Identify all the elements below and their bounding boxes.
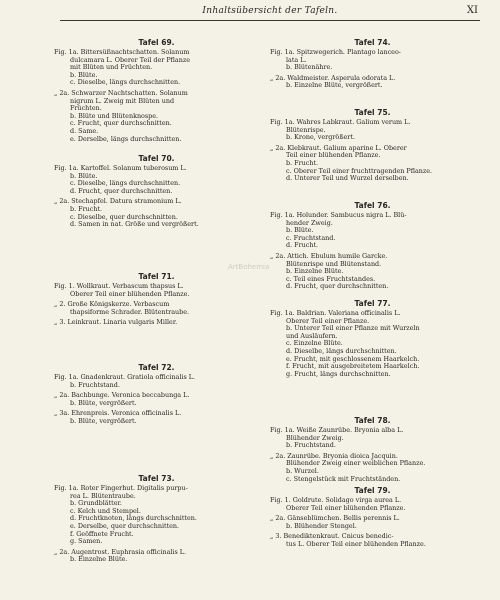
entry-line: b. Blühender Stengel. <box>286 522 357 530</box>
entry-line: Blühender Zweig. <box>286 434 344 442</box>
plate-title: Tafel 76. <box>354 201 391 210</box>
entry-line: c. Dieselbe, quer durchschnitten. <box>70 213 178 221</box>
entry-line: „ 3. Leinkraut. Linaria vulgaris Miller. <box>54 319 178 327</box>
entry-line: Fig. 1a. Kartoffel. Solanum tuberosum L. <box>54 165 187 172</box>
entry-line: „ 3. Benediktenkraut. Cnicus benedic- <box>270 533 394 541</box>
entry-line: b. Einzelne Blüte, vergrößert. <box>286 82 383 90</box>
entry-line: Oberer Teil einer blühenden Pflanze. <box>286 504 406 512</box>
entry-line: c. Dieselbe, längs durchschnitten. <box>70 79 181 87</box>
entry-line: d. Frucht, quer durchschnitten. <box>286 283 389 291</box>
entry-line: b. Blüte. <box>70 71 98 79</box>
entry-line: mit Blüten und Früchten. <box>70 64 153 72</box>
entry-line: b. Fruchtstand. <box>70 381 120 389</box>
entry-line: b. Blüte. <box>70 172 98 180</box>
entry-line: „ 2a. Attich. Ebulum humile Garcke. <box>270 252 388 260</box>
entry-line: Oberer Teil einer blühenden Pflanze. <box>70 290 190 298</box>
entry-line: b. Fruchtstand. <box>286 442 336 450</box>
entry-line: „ 2a. Stechapfel. Datura stramonium L. <box>54 198 182 206</box>
entry-line: g. Frucht, längs durchschnitten. <box>286 370 391 378</box>
plate-71 <box>54 272 259 327</box>
plate-74 <box>270 38 475 90</box>
entry-line: „ 2. Große Königskerze. Verbascum <box>54 301 170 309</box>
entry-line: b. Frucht. <box>70 205 103 213</box>
entry-line: rea L. Blütentraube. <box>70 492 136 500</box>
entry-line: Fig. 1a. Gnadenkraut. Gratiola officinalis L. <box>54 374 196 381</box>
entry-line: b. Einzelne Blüte. <box>70 556 128 564</box>
entry-line: Fig. 1a. Holunder. Sambucus nigra L. Blü- <box>270 212 407 219</box>
entry-line: c. Fruchtstand. <box>286 234 336 242</box>
entry-line: d. Samen in nat. Größe und vergrößert. <box>70 221 199 229</box>
plate-75 <box>270 108 475 183</box>
plate-77 <box>270 299 475 378</box>
entry-line: f. Geöffnete Frucht. <box>70 530 134 538</box>
entry-line: b. Blütenähre. <box>286 64 333 72</box>
entry-line: b. Blüte, vergrößert. <box>70 417 137 425</box>
entry-line: b. Blüte. <box>286 227 314 235</box>
running-title: Inhaltsübersicht der Tafeln. <box>202 6 338 16</box>
entry-line: „ 2a. Zaunrübe. Bryonia dioica Jacquin. <box>270 452 398 460</box>
entry-line: d. Fruchtknoten, längs durchschnitten. <box>70 515 197 523</box>
entry-line: b. Unterer Teil einer Pflanze mit Wurzeln <box>286 325 420 333</box>
entry-line: c. Frucht, quer durchschnitten. <box>70 120 172 128</box>
entry-line: d. Unterer Teil und Wurzel derselben. <box>286 175 409 183</box>
entry-line: nigrum L. Zweig mit Blüten und <box>70 97 175 105</box>
entry-line: d. Frucht, quer durchschnitten. <box>70 187 173 195</box>
plate-79 <box>270 486 475 549</box>
entry-line: tus L. Oberer Teil einer blühenden Pflanze. <box>286 540 426 548</box>
entry-line: „ 2a. Waldmeister. Asperula odorata L. <box>270 74 396 82</box>
plate-title: Tafel 79. <box>354 486 391 495</box>
plate-73 <box>54 474 259 564</box>
entry-line: Fig. 1a. Weiße Zaunrübe. Bryonia alba L. <box>270 427 404 434</box>
plate-title: Tafel 78. <box>354 416 391 425</box>
entry-line: Blütenrispe. <box>286 126 326 134</box>
entry-line: Fig. 1a. Roter Fingerhut. Digitalis purpu- <box>54 485 188 492</box>
entry-line: dulcamara L. Oberer Teil der Pflanze <box>70 56 191 64</box>
plate-title: Tafel 77. <box>354 299 391 308</box>
watermark: ArtBohemia <box>228 263 270 271</box>
plate-69 <box>54 38 259 143</box>
entry-line: b. Grundblätter. <box>70 500 122 508</box>
entry-line: b. Krone, vergrößert. <box>286 134 355 142</box>
entry-line: b. Einzelne Blüte. <box>286 268 344 276</box>
page-number: XI <box>466 5 478 16</box>
plate-title: Tafel 75. <box>354 108 391 117</box>
entry-line: „ 2a. Augentrost. Euphrasia officinalis L. <box>54 548 187 556</box>
entry-line: b. Frucht. <box>286 159 319 167</box>
entry-line: „ 2a. Schwarzer Nachtschatten. Solanum <box>54 89 188 97</box>
entry-line: thapsiforme Schrader. Blütentraube. <box>70 308 190 316</box>
entry-line: c. Oberer Teil einer fruchttragenden Pflanze. <box>286 167 433 175</box>
entry-line: g. Samen. <box>70 538 103 546</box>
plate-title: Tafel 70. <box>138 154 175 163</box>
entry-line: b. Blüte, vergrößert. <box>70 399 137 407</box>
entry-line: Früchten. <box>70 105 102 113</box>
entry-line: Oberer Teil einer Pflanze. <box>286 317 370 325</box>
entry-line: hender Zweig. <box>286 219 333 227</box>
entry-line: c. Kelch und Stempel. <box>70 507 141 515</box>
plate-76 <box>270 201 475 291</box>
entry-line: d. Dieselbe, längs durchschnitten. <box>286 347 397 355</box>
entry-line: c. Dieselbe, längs durchschnitten. <box>70 180 181 188</box>
entry-line: „ 2a. Klebkraut. Galium aparine L. Oberer <box>270 144 407 152</box>
entry-line: und Ausläufern. <box>286 332 338 340</box>
plate-title: Tafel 69. <box>138 38 175 47</box>
entry-line: d. Frucht. <box>286 242 319 250</box>
plate-title: Tafel 71. <box>138 272 175 281</box>
entry-line: „ 3a. Ehrenpreis. Veronica officinalis L. <box>54 410 182 418</box>
plate-70 <box>54 154 259 229</box>
entry-line: „ 2a. Bachbunge. Veronica beccabunga L. <box>54 392 190 400</box>
entry-line: e. Frucht, mit geschlossenem Haarkelch. <box>286 355 420 363</box>
plate-title: Tafel 73. <box>138 474 175 483</box>
entry-line: lata L. <box>286 56 307 64</box>
entry-line: Blütenrispe und Blütenstand. <box>286 260 382 268</box>
entry-line: e. Derselbe, längs durchschnitten. <box>70 135 182 143</box>
entry-line: Teil einer blühenden Pflanze. <box>286 152 381 160</box>
entry-line: b. Wurzel. <box>286 467 319 475</box>
entry-line: c. Stengelstück mit Fruchtständen. <box>286 475 401 483</box>
plate-title: Tafel 72. <box>138 363 175 372</box>
entry-line: Fig. 1a. Spitzwegerich. Plantago lanceo- <box>270 49 401 56</box>
entry-line: b. Blüte und Blütenknospe. <box>70 112 159 120</box>
entry-line: „ 2a. Gänseblümchen. Bellis perennis L. <box>270 515 400 523</box>
plate-78 <box>270 416 475 483</box>
plate-title: Tafel 74. <box>354 38 391 47</box>
entry-line: Fig. 1. Wollkraut. Verbascum thapsus L. <box>54 283 184 290</box>
entry-line: Fig. 1a. Bittersüßnachtschatten. Solanum <box>54 49 190 56</box>
entry-line: e. Derselbe, quer durchschnitten. <box>70 522 180 530</box>
entry-line: Fig. 1a. Wahres Labkraut. Galium verum L. <box>270 119 411 126</box>
entry-line: Fig. 1a. Baldrian. Valeriana officinalis L. <box>270 310 401 317</box>
entry-line: c. Teil eines Fruchtstandes. <box>286 275 376 283</box>
entry-line: Blühender Zweig einer weiblichen Pflanze. <box>286 460 426 468</box>
page-header <box>60 4 480 21</box>
entry-line: f. Frucht, mit ausgebreitetem Haarkelch. <box>286 363 420 371</box>
entry-line: d. Same. <box>70 127 99 135</box>
entry-line: Fig. 1. Goldrute. Solidago virga aurea L. <box>270 497 402 504</box>
plate-72 <box>54 363 259 426</box>
entry-line: c. Einzelne Blüte. <box>286 340 343 348</box>
